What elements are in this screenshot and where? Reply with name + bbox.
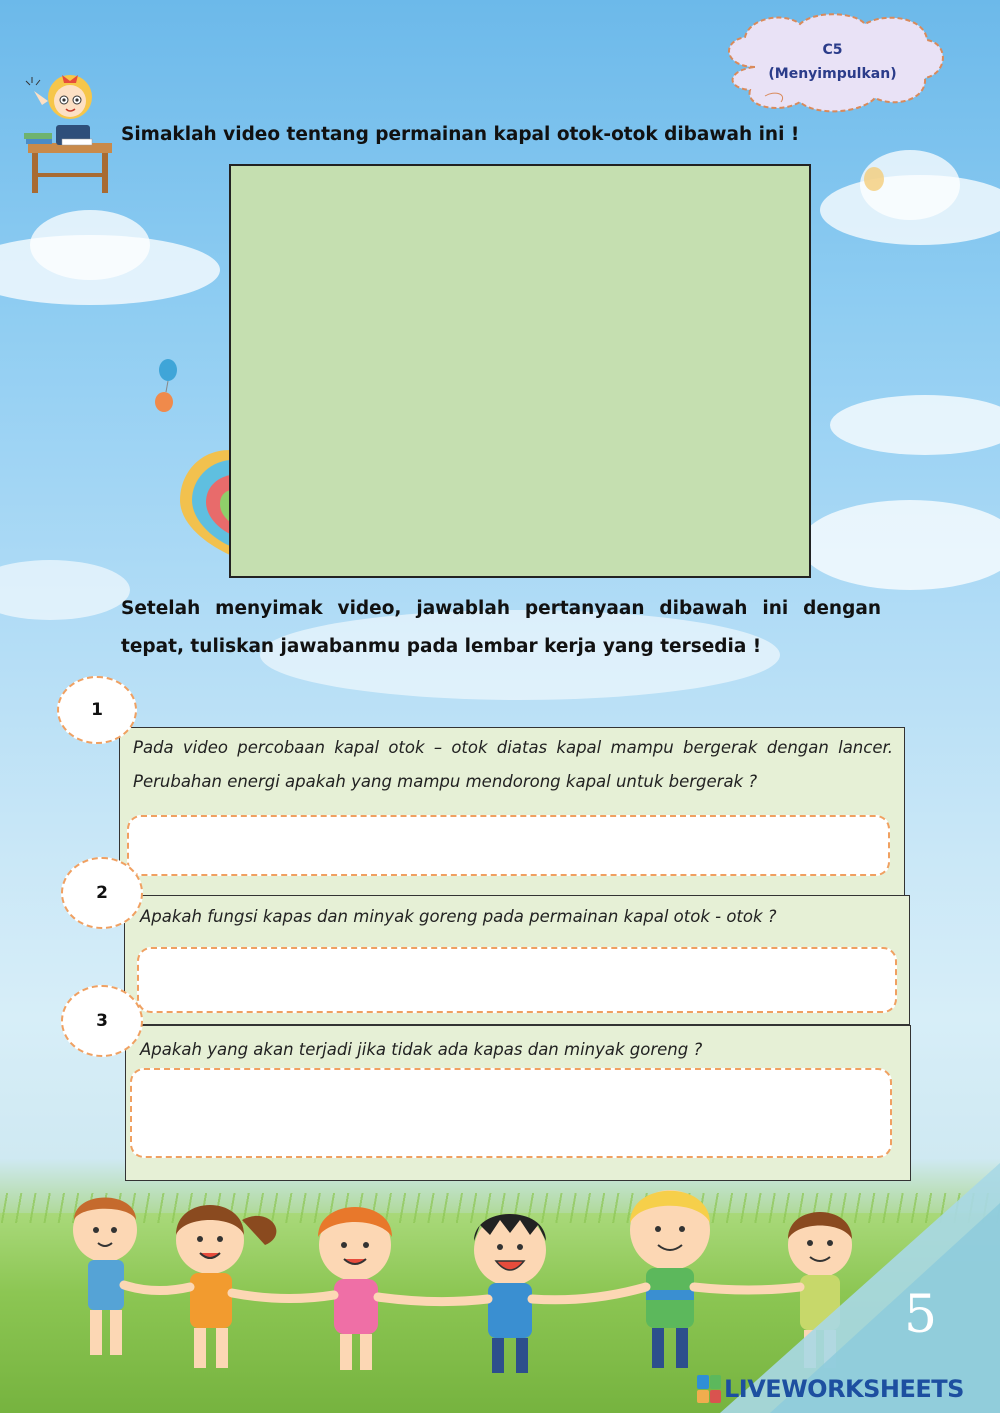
question-number-1 — [57, 676, 137, 744]
question-text-1: Pada video percobaan kapal otok – otok diatas kapal mampu bergerak dengan lancer. Perubahan energi apakah yang mampu mendorong kapal untuk bergerak ? — [133, 738, 893, 791]
answer-input-3[interactable] — [132, 1070, 890, 1156]
video-instruction: Simaklah video tentang permainan kapal otok-otok dibawah ini ! — [121, 124, 800, 145]
answer-field-3[interactable] — [130, 1068, 892, 1158]
background-cloud — [30, 210, 150, 280]
question-text-2: Apakah fungsi kapas dan minyak goreng pada permainan kapal otok - otok ? — [140, 907, 777, 926]
background-cloud — [830, 395, 1000, 455]
question-number-2 — [61, 857, 143, 929]
answer-field-1[interactable] — [127, 815, 890, 876]
answer-input-2[interactable] — [139, 949, 895, 1011]
hot-air-balloon-icon — [860, 165, 890, 199]
video-player[interactable] — [229, 164, 811, 578]
hot-air-balloon-icon — [178, 450, 233, 560]
liveworksheets-logo — [697, 1375, 964, 1403]
girl-student-icon — [22, 55, 117, 195]
question-number-3 — [61, 985, 143, 1057]
level-tag-cloud — [715, 12, 950, 122]
question-text-3: Apakah yang akan terjadi jika tidak ada kapas dan minyak goreng ? — [140, 1040, 703, 1059]
background-cloud — [0, 560, 130, 620]
page-number: 5 — [904, 1285, 938, 1345]
answer-field-2[interactable] — [137, 947, 897, 1013]
answer-instruction: Setelah menyimak video, jawablah pertanyaan dibawah ini dengan tepat, tuliskan jawabanmu pada lembar kerja yang tersedia ! — [121, 598, 881, 657]
question-number-label: 1 — [91, 700, 103, 720]
background-cloud — [800, 500, 1000, 590]
brand-name: LIVEWORKSHEETS — [724, 1375, 964, 1403]
level-code: C5 — [822, 42, 843, 58]
level-label: (Menyimpulkan) — [768, 66, 897, 82]
balloons-icon — [150, 350, 190, 430]
liveworksheets-logo-icon — [697, 1375, 721, 1403]
question-number-label: 3 — [96, 1011, 108, 1031]
answer-input-1[interactable] — [129, 817, 888, 874]
question-number-label: 2 — [96, 883, 108, 903]
